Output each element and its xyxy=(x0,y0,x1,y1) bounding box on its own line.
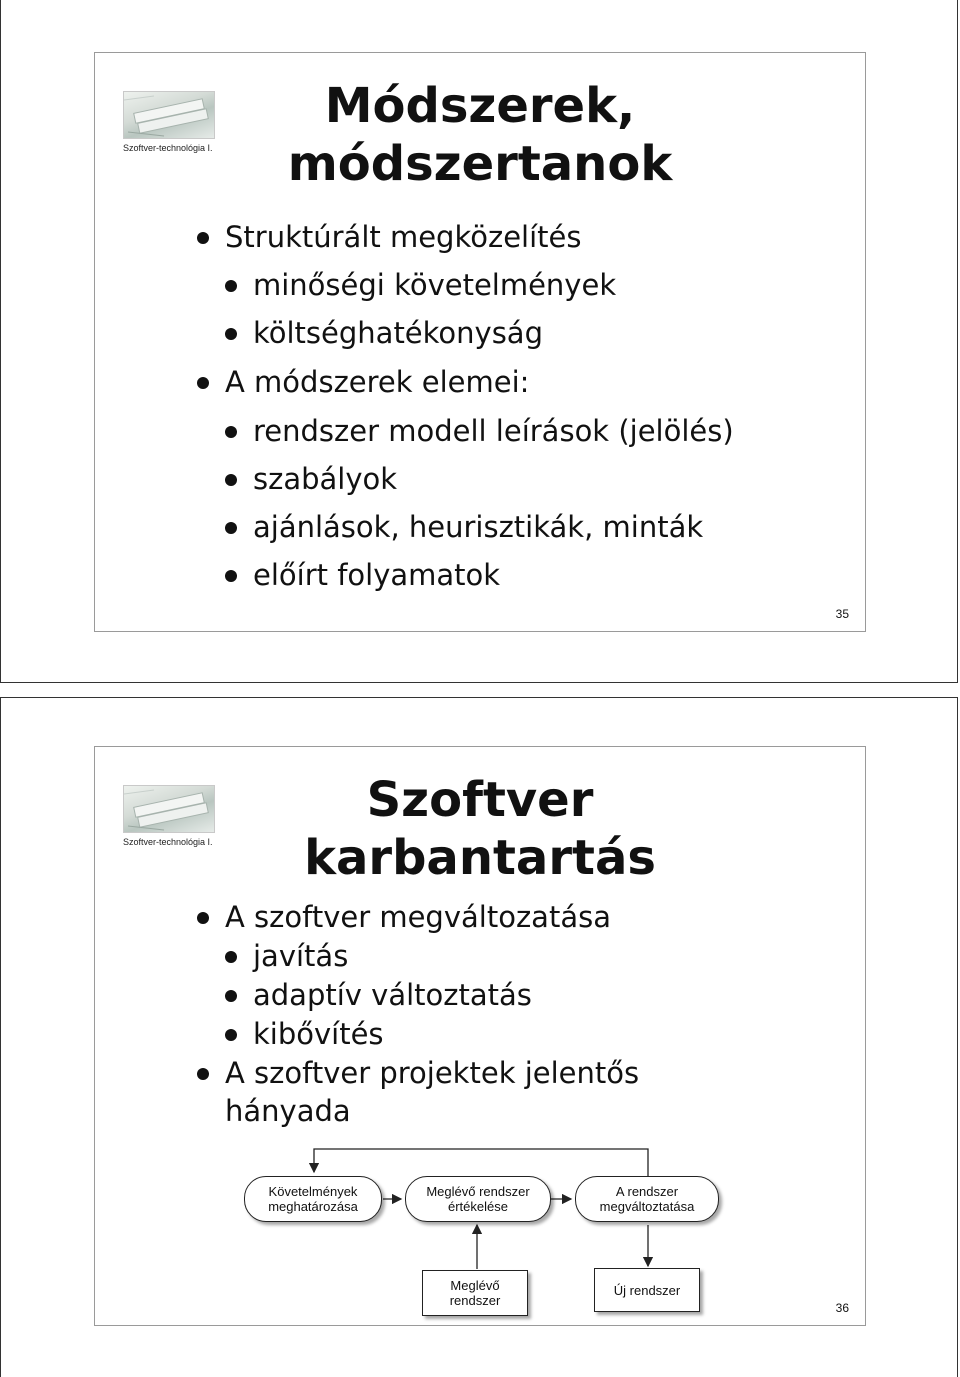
slide-logo xyxy=(123,91,215,153)
list-item: szabályok xyxy=(253,461,397,497)
keyboard-image-icon xyxy=(123,91,215,139)
slide-title xyxy=(255,77,705,193)
list-item: adaptív változtatás xyxy=(253,977,532,1013)
box-evaluation: Meglévő rendszer értékelése xyxy=(405,1176,551,1222)
list-item: A módszerek elemei: xyxy=(225,364,529,400)
page-number: 35 xyxy=(835,607,849,621)
list-item: kibővítés xyxy=(253,1016,384,1052)
list-item: Struktúrált megközelítés xyxy=(225,219,581,255)
page-number: 36 xyxy=(835,1301,849,1315)
logo-caption: Szoftver-technológia I. xyxy=(123,143,213,153)
bullet-icon xyxy=(225,328,237,340)
bullet-icon xyxy=(197,377,209,389)
flow-diagram-connectors xyxy=(95,747,865,1325)
box-requirements: Követelmények meghatározása xyxy=(244,1176,382,1222)
bullet-icon xyxy=(197,232,209,244)
list-item: rendszer modell leírások (jelölés) xyxy=(253,413,734,449)
title-line-1: Módszerek, xyxy=(324,78,636,134)
bullet-icon xyxy=(225,570,237,582)
bullet-icon xyxy=(225,426,237,438)
page-bottom xyxy=(0,697,958,1377)
page-top xyxy=(0,0,958,683)
list-item: előírt folyamatok xyxy=(253,557,500,593)
slide-36 xyxy=(94,746,866,1326)
loop-arrow xyxy=(314,1149,648,1177)
list-item: minőségi követelmények xyxy=(253,267,616,303)
list-item: javítás xyxy=(253,938,348,974)
bullet-icon xyxy=(225,474,237,486)
box-existing-system: Meglévő rendszer xyxy=(422,1270,528,1316)
bullet-icon xyxy=(225,280,237,292)
logo-caption: Szoftver-technológia I. xyxy=(123,837,213,847)
slide-35 xyxy=(94,52,866,632)
title-line-2: karbantartás xyxy=(304,830,656,886)
list-item: A szoftver megváltozatása xyxy=(225,899,611,935)
title-line-2: módszertanok xyxy=(287,136,673,192)
title-line-1: Szoftver xyxy=(366,772,594,828)
list-item: költséghatékonyság xyxy=(253,315,543,351)
box-new-system: Új rendszer xyxy=(594,1268,700,1312)
list-item: ajánlások, heurisztikák, minták xyxy=(253,509,703,545)
list-item: A szoftver projektek jelentős xyxy=(225,1055,639,1091)
box-change: A rendszer megváltoztatása xyxy=(575,1176,719,1222)
bullet-icon xyxy=(225,522,237,534)
list-item-continuation: hányada xyxy=(225,1094,351,1128)
